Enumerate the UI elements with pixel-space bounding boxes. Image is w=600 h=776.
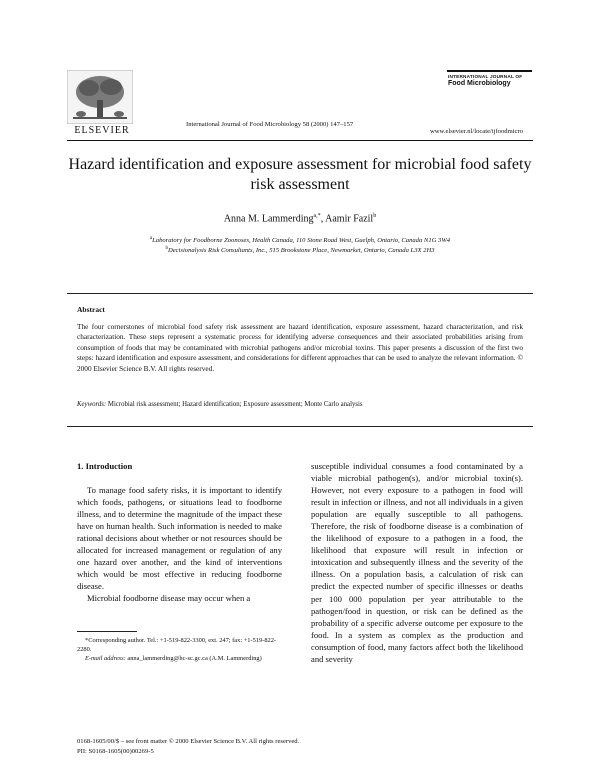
header-divider	[67, 140, 533, 141]
affiliation-a-text: Laboratory for Foodborne Zoonoses, Health Canada, 110 Stone Road West, Guelph, Ontario, Canada N1G 3W4	[152, 237, 451, 245]
right-column	[311, 460, 523, 665]
abstract-bottom-divider	[67, 426, 533, 427]
author-affiliation-marker: b	[373, 213, 377, 219]
pii-line: PII: S0168-1605(00)00269-5	[77, 748, 154, 755]
footnote-divider	[77, 631, 137, 632]
author-name: Anna M. Lammerding	[223, 213, 314, 225]
publisher-name: ELSEVIER	[74, 125, 130, 136]
author-list: Anna M. Lammerding$^{a,*}$, Aamir Fazil$^b$	[223, 213, 377, 225]
keywords	[77, 401, 523, 408]
copyright-line: 0168-1605/00/$ – see front matter © 2000 Elsevier Science B.V. All rights reserved.	[77, 738, 300, 745]
intro-paragraph-2: Microbial foodborne disease may occur when a	[87, 593, 251, 604]
affiliation-b-text: Decisionalysis Risk Consultants, Inc., 515 Brookstone Place, Newmarket, Ontario, Canada L3X 2H3	[167, 247, 435, 255]
section-heading: 1. Introduction	[77, 461, 133, 471]
abstract-heading: Abstract	[77, 305, 105, 314]
footnote	[77, 636, 282, 664]
abstract-body: The four cornerstones of microbial food safety risk assessment are hazard identification, exposure assessment, hazard characterization, and risk characterization. These steps represent a systematic process for identifying adverse consequences and their associated probabilities arising from consumption of foods that may be contaminated with microbial pathogens and/or microbial toxins. This paper presents a discussion of the first two steps: hazard identification and exposure assessment, and considerations for different approaches that can be used to analyze the relevant information. © 2000 Elsevier Science B.V. All rights reserved.	[77, 322, 523, 373]
intro-paragraph-2-continued: susceptible individual consumes a food contaminated by a viable microbial pathogen(s), and/or microbial toxin(s). However, not every exposure to a pathogen in food will result in infection or illness, and not all individuals in a given population are equally susceptible to all pathogens. Therefore, the risk of foodborne disease is a combination of the likelihood of exposure to a pathogen in a food, the likelihood that exposure will result in infection or intoxication and subsequently illness and the severity of the illness. On a population basis, a calculation of risk can predict the expected number of specific illnesses or deaths per 100 000 population per year attributable to the pathogen/food in question, or risk can be defined as the probability of a specific adverse outcome per exposure to the food. In a system as complex as the production and consumption of food, many factors affect both the likelihood and severity	[311, 461, 523, 664]
email-address[interactable]: anna_lammerding@hc-sc.gc.ca (A.M. Lammerding)	[127, 655, 262, 663]
journal-name-small: INTERNATIONAL JOURNAL OF	[448, 74, 523, 79]
affiliation-a-marker: a	[149, 236, 153, 241]
affiliation-b-marker: b	[165, 246, 168, 251]
keywords-text: Microbial risk assessment; Hazard identification; Exposure assessment; Monte Carlo analysis	[107, 401, 363, 408]
article-title: Hazard identification and exposure assessment for microbial food safety risk assessment	[68, 156, 532, 193]
journal-citation: International Journal of Food Microbiology 58 (2000) 147–157	[186, 121, 354, 128]
keywords-label: Keywords:	[77, 401, 107, 408]
corresponding-author: *Corresponding author. Tel.: +1-519-822-3300, ext. 247; fax: +1-519-822-2280.	[77, 637, 277, 654]
abstract-top-divider	[67, 293, 533, 294]
email-label: E-mail address:	[85, 655, 126, 663]
left-column	[77, 460, 282, 605]
elsevier-tree-logo	[67, 70, 133, 124]
journal-url[interactable]: www.elsevier.nl/locate/ijfoodmicro	[430, 128, 523, 135]
intro-paragraph-1: To manage food safety risks, it is important to identify which foods, pathogens, or situations lead to foodborne illness, and to determine the magnitude of the impact these have on human health. Such information is needed to make rational decisions about whether or not resources should be allocated for increased management or regulation of any one hazard over another, and the kind of interventions which would be most effective in reducing foodborne disease.	[77, 485, 282, 592]
affiliation-b	[67, 246, 533, 254]
author-name: Aamir Fazil	[325, 213, 374, 225]
affiliation-a	[67, 236, 533, 244]
author-affiliation-marker: a,*	[313, 213, 321, 219]
journal-name-large: Food Microbiology	[448, 80, 511, 87]
